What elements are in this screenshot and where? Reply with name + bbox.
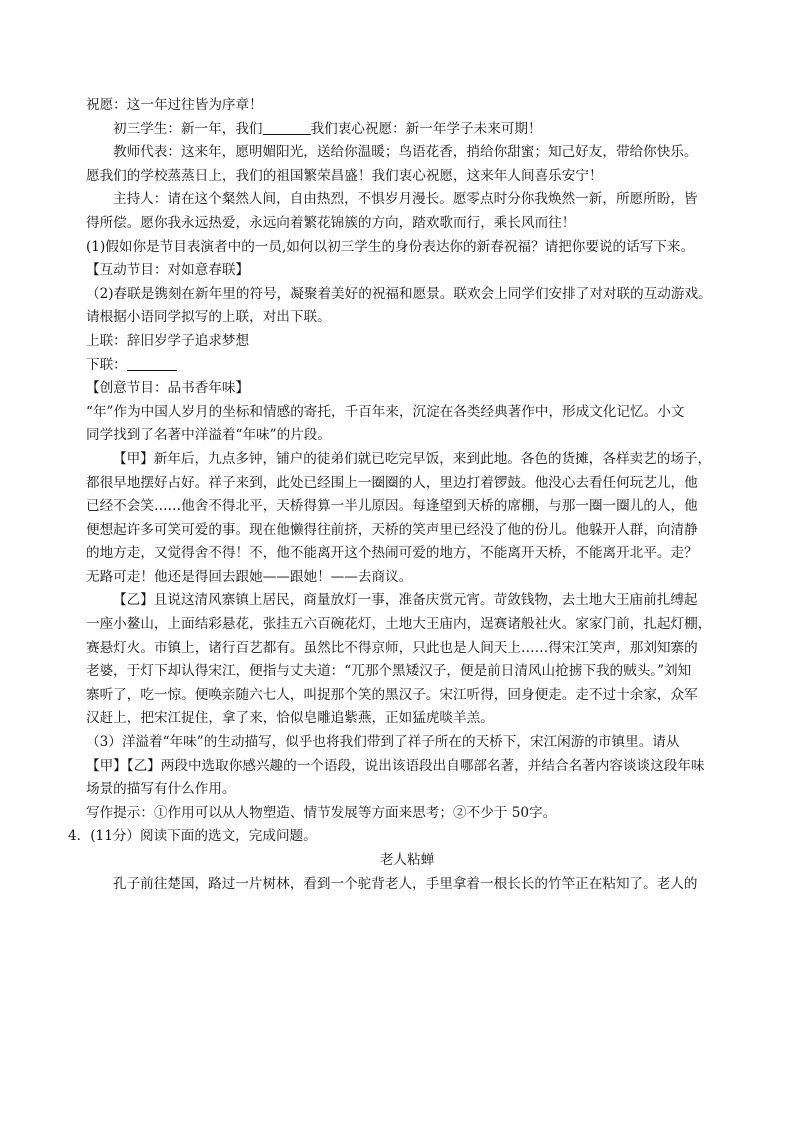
upper-couplet: 上联：辞旧岁学子追求梦想 [86,332,250,349]
question-1: (1)假如你是节目表演者中的一员,如何以初三学生的身份表达你的新春祝福？请把你要说的话写下来。 [86,238,695,255]
greeting-line: 祝愿：这一年过往皆为序章！ [86,97,263,113]
section-interactive-heading: 【互动节目：对如意春联】 [86,262,250,279]
teacher-wish-line2: 愿我们的学校蒸蒸日上，我们的祖国繁荣昌盛！我们衷心祝愿，这来年人间喜乐安宁！ [86,167,603,184]
passage-jia-line1: 【甲】新年后，九点多钟，铺户的徒弟们就已吃完早饭，来到此地。各色的货摊，各样卖艺的场子， [113,450,712,467]
story-title: 老人粘蝉 [379,852,435,868]
question-2-line2: 请根据小语同学拟写的上联，对出下联。 [86,309,331,326]
passage-jia-line5: 的地方走，又觉得舍不得！不，他不能离开这个热闹可爱的地方，不能离开天桥，不能离开北平。走？ [86,545,698,562]
passage-jia-line3: 已经不会笑……他舍不得北平，天桥得算一半儿原因。每逢望到天桥的席棚，与那一圈一圈儿的人，他 [86,498,698,515]
answer-blank[interactable] [263,120,311,135]
lower-couplet [86,354,728,378]
passage-jia-line4: 便想起许多可笑可爱的事。现在他懒得往前挤，天桥的笑声里已经没了他的份儿。他躲开人群，向清静 [86,521,698,538]
passage-jia-line6: 无路可走！他还是得回去跟她——跟她！——去商议。 [86,568,413,585]
question-2-line1: （2)春联是镌刻在新年里的符号，凝聚着美好的祝福和愿景。联欢会上同学们安排了对对联的互动游戏。 [86,285,712,302]
teacher-wish-line1: 教师代表：这来年，愿明媚阳光，送给你温暖；鸟语花香，捎给你甜蜜；知己好友，带给你快乐。 [113,144,698,161]
student-wish [86,118,728,142]
passage-yi-line1: 【乙】且说这清风寨镇上居民，商量放灯一事，准备庆赏元宵。苛敛钱物，去土地大王庙前扎缚起 [113,592,698,609]
passage-yi-line6: 汉赶上，把宋江捉住，拿了来，恰似皂雕追紫燕，正如猛虎啖羊羔。 [86,710,494,727]
writing-hint: 写作提示：①作用可以从人物塑造、情节发展等方面来思考；②不少于 50字。 [86,804,557,821]
story-line1: 孔子前往楚国，路过一片树林，看到一个驼背老人，手里拿着一根长长的竹竿正在粘知了。老人的 [113,875,698,892]
intro-line1: “年”作为中国人岁月的坐标和情感的寄托，千百年来，沉淀在各类经典著作中，形成文化记忆。小文 [86,403,685,420]
passage-yi-line3: 赛悬灯火。市镇上，诸行百艺都有。虽然比不得京师，只此也是人间天上……得宋江笑声，那刘知寨的 [86,639,698,656]
question-3-line1: （3）洋溢着“年味”的生动描写，似乎也将我们带到了祥子所在的天桥下，宋江闲游的市镇里。请从 [86,734,680,751]
document-page [68,94,728,896]
question-3-line2: 【甲】【乙】两段中选取你感兴趣的一个语段，说出该语段出自哪部名著，并结合名著内容谈谈这段年味 [86,757,705,774]
student-wish-after: 我们衷心祝愿：新一年学子未来可期！ [310,120,542,137]
passage-yi-line5: 寨听了，吃一惊。便唤亲随六七人，叫捉那个笑的黑汉子。宋江听得，回身便走。走不过十余家，众军 [86,686,698,703]
passage-yi-line2: 一座小鳌山，上面结彩悬花，张挂五六百碗花灯，土地大王庙内，逞赛诸般社火。家家门前，扎起灯棚， [86,616,712,633]
section-creative-heading: 【创意节目：品书香年味】 [86,380,250,397]
intro-line2: 同学找到了名著中洋溢着“年味”的片段。 [86,427,331,444]
passage-jia-line2: 都很早地摆好占好。祥子来到，此处已经围上一圈圈的人，里边打着锣鼓。他没心去看任何玩艺儿，他 [86,474,698,491]
lower-couplet-label: 下联： [86,356,127,373]
question-4: 4．(11分）阅读下面的选文，完成问题。 [68,828,317,845]
host-wish-line1: 主持人：请在这个粲然人间，自由热烈，不惧岁月漫长。愿零点时分你我焕然一新，所愿所盼，皆 [113,191,698,208]
lower-couplet-blank[interactable] [127,356,177,371]
question-3-line3: 场景的描写有什么作用。 [86,781,236,798]
passage-yi-line4: 老婆，于灯下却认得宋江，便指与丈夫道：“兀那个黑矮汉子，便是前日清风山抢掳下我的贼头。”刘知 [86,663,692,680]
host-wish-line2: 得所偿。愿你我永远热爱，永远向着繁花锦簇的方向，踏欢歌而行，乘长风而往！ [86,214,576,231]
student-wish-before: 初三学生：新一年，我们 [113,120,263,137]
